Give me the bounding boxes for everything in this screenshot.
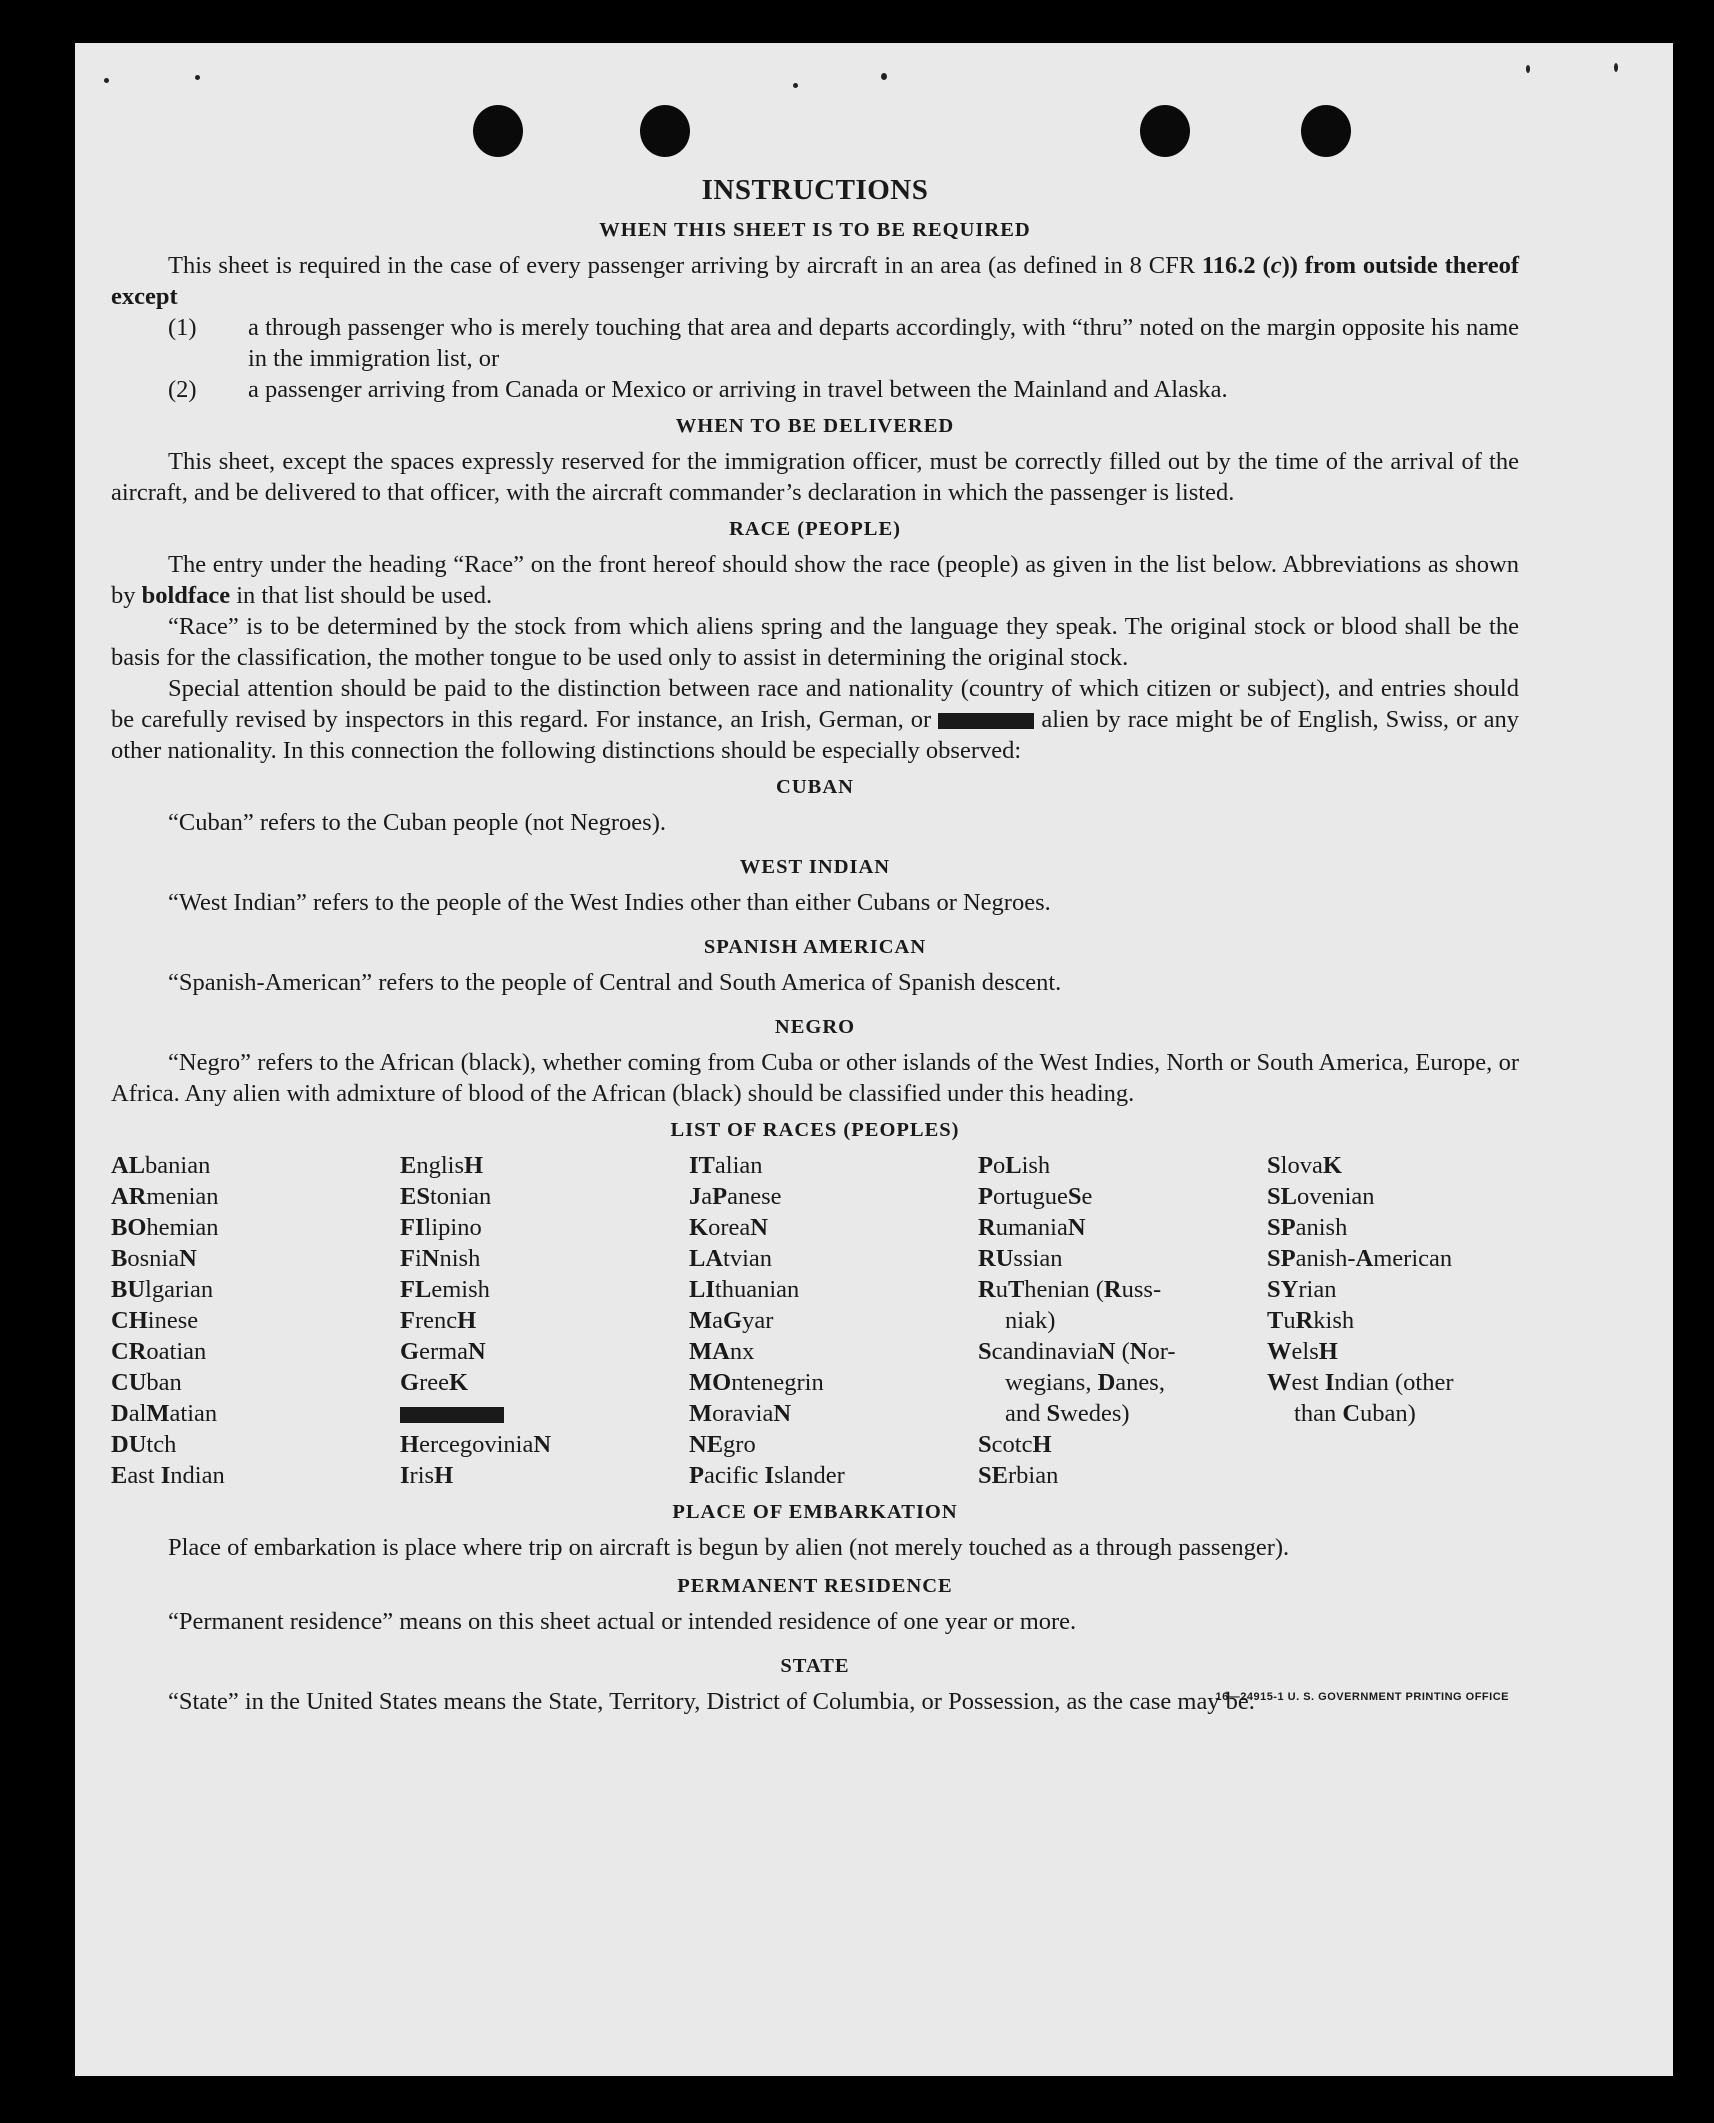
heading-negro: NEGRO (774, 1016, 856, 1038)
race-item: MAnx (689, 1338, 755, 1365)
race-item: East Indian (111, 1462, 225, 1489)
race-item: LAtvian (689, 1245, 773, 1272)
heading-residence: PERMANENT RESIDENCE (677, 1575, 953, 1597)
heading-cuban: CUBAN (776, 776, 854, 798)
races-list (111, 1150, 1519, 1491)
race-item: RuThenian (Russ- (978, 1276, 1162, 1303)
race-item: ScotcH (978, 1431, 1052, 1458)
race-item: KoreaN (689, 1214, 768, 1241)
race-item: JaPanese (689, 1183, 782, 1210)
required-item-2: (2) a passenger arriving from Canada or Mexico or arriving in travel between the Mainland and Alaska. (168, 376, 1228, 403)
speck (1526, 65, 1530, 73)
race-item: niak) (1005, 1307, 1056, 1334)
state-text: “State” in the United States means the State, Territory, District of Columbia, or Possession, as the case may be. (168, 1688, 1255, 1715)
heading-state: STATE (780, 1655, 850, 1677)
speck (881, 73, 887, 80)
race-item: RUssian (978, 1245, 1063, 1272)
race-item: wegians, Danes, (1005, 1369, 1165, 1396)
heading-delivered: WHEN TO BE DELIVERED (675, 415, 955, 437)
speck (195, 75, 200, 80)
race-item: RumaniaN (978, 1214, 1086, 1241)
race-item: NEgro (689, 1431, 756, 1458)
speck (793, 83, 798, 88)
race-item: EStonian (400, 1183, 492, 1210)
race-paragraph-2: “Race” is to be determined by the stock from which aliens spring and the language they speak. The original stock or blood shall be the basis for the classification, the mother tongue to be used only to assist in determining the original stock. (111, 613, 1519, 671)
required-item-1: (1) a through passenger who is merely touching that area and departs accordingly, with “thru” noted on the margin opposite his name in the immigration list, or (168, 314, 1519, 372)
race-paragraph-3: Special attention should be paid to the distinction between race and nationality (country of which citizen or subject), and entries should be carefully revised by inspectors in this regard. For instance, an Irish, German, or alien by race might be of English, Swiss, or any other nationality. In this connection the following distinctions should be especially observed: (111, 675, 1519, 764)
document-sheet (75, 43, 1673, 2076)
page-title: INSTRUCTIONS (701, 174, 929, 206)
race-item: FiNnish (400, 1245, 481, 1272)
race-item: MoraviaN (689, 1400, 792, 1427)
embarkation-text: Place of embarkation is place where trip on aircraft is begun by alien (not merely touched as a through passenger). (168, 1534, 1290, 1561)
race-item: SPanish (1267, 1214, 1348, 1241)
race-item: HercegoviniaN (400, 1431, 552, 1458)
speck (104, 78, 109, 83)
heading-west-indian: WEST INDIAN (739, 856, 891, 878)
residence-text: “Permanent residence” means on this sheet actual or intended residence of one year or more. (168, 1608, 1077, 1635)
race-item: ARmenian (111, 1183, 219, 1210)
race-item: ALbanian (111, 1152, 211, 1179)
race-item: LIthuanian (689, 1276, 800, 1303)
race-item: CUban (111, 1369, 182, 1396)
race-item: PoLish (978, 1152, 1051, 1179)
race-item: SYrian (1267, 1276, 1337, 1303)
race-item: BOhemian (111, 1214, 219, 1241)
punch-hole (473, 105, 523, 157)
heading-required: WHEN THIS SHEET IS TO BE REQUIRED (599, 219, 1031, 241)
instructions-content (111, 171, 1519, 1717)
race-item: MOntenegrin (689, 1369, 824, 1396)
race-item: PortugueSe (978, 1183, 1093, 1210)
redaction-mark (938, 713, 1034, 729)
race-paragraph-1: The entry under the heading “Race” on the front hereof should show the race (people) as given in the list below. Abbreviations as shown by boldface in that list should be used. (111, 551, 1519, 609)
race-item: CRoatian (111, 1338, 207, 1365)
race-item: FIlipino (400, 1214, 482, 1241)
race-item: ITalian (689, 1152, 763, 1179)
speck (1614, 63, 1618, 72)
heading-list-of-races: LIST OF RACES (PEOPLES) (670, 1119, 960, 1141)
heading-race: RACE (PEOPLE) (729, 518, 901, 540)
race-item: IrisH (400, 1462, 454, 1489)
race-item (400, 1398, 689, 1429)
required-intro: This sheet is required in the case of every passenger arriving by aircraft in an area (as defined in 8 CFR 116.2 (c)) from outside thereof except (111, 252, 1519, 310)
race-item: West Indian (other (1267, 1369, 1454, 1396)
race-item: EnglisH (400, 1152, 484, 1179)
race-item: TuRkish (1267, 1307, 1355, 1334)
race-item: BosniaN (111, 1245, 197, 1272)
redaction-mark (400, 1407, 504, 1423)
race-item: SLovenian (1267, 1183, 1375, 1210)
delivered-text: This sheet, except the spaces expressly reserved for the immigration officer, must be correctly filled out by the time of the arrival of the aircraft, and be delivered to that officer, with the aircraft commander’s declaration in which the passenger is listed. (111, 448, 1519, 506)
race-item: FLemish (400, 1276, 490, 1303)
punch-hole (1140, 105, 1190, 157)
race-item: GreeK (400, 1369, 469, 1396)
west-indian-text: “West Indian” refers to the people of the West Indies other than either Cubans or Negroes. (168, 889, 1051, 916)
race-item: Pacific Islander (689, 1462, 845, 1489)
race-item: DUtch (111, 1431, 177, 1458)
race-item: WelsH (1267, 1338, 1338, 1365)
heading-spanish-american: SPANISH AMERICAN (703, 936, 927, 958)
race-item: BUlgarian (111, 1276, 214, 1303)
races-column (400, 1150, 689, 1491)
race-item: SErbian (978, 1462, 1059, 1489)
races-column (978, 1150, 1267, 1491)
negro-text: “Negro” refers to the African (black), whether coming from Cuba or other islands of the West Indies, North or South America, Europe, or Africa. Any alien with admixture of blood of the African (black) should be classified under this heading. (111, 1049, 1519, 1107)
heading-embarkation: PLACE OF EMBARKATION (672, 1501, 958, 1523)
cuban-text: “Cuban” refers to the Cuban people (not Negroes). (168, 809, 666, 836)
races-column (111, 1150, 400, 1491)
printing-office-footer: 16—24915-1 U. S. GOVERNMENT PRINTING OFFICE (1215, 1691, 1509, 1703)
races-column (1267, 1150, 1517, 1491)
race-item: GermaN (400, 1338, 486, 1365)
race-item: SPanish-American (1267, 1245, 1453, 1272)
race-item: MaGyar (689, 1307, 774, 1334)
race-item: SlovaK (1267, 1152, 1342, 1179)
race-item: than Cuban) (1294, 1400, 1416, 1427)
race-item: CHinese (111, 1307, 199, 1334)
punch-hole (1301, 105, 1351, 157)
races-column (689, 1150, 978, 1491)
race-item: FrencH (400, 1307, 477, 1334)
race-item: and Swedes) (1005, 1400, 1130, 1427)
spanish-american-text: “Spanish-American” refers to the people of Central and South America of Spanish descent. (168, 969, 1062, 996)
race-item: ScandinaviaN (Nor- (978, 1338, 1176, 1365)
punch-hole (640, 105, 690, 157)
race-item: DalMatian (111, 1400, 218, 1427)
